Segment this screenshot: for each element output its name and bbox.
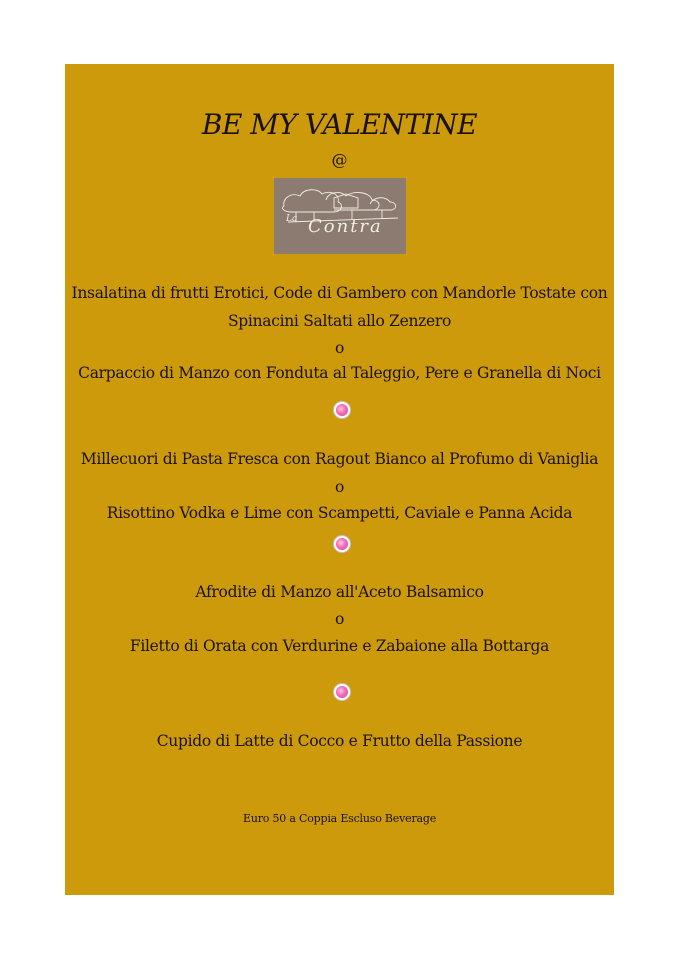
- logo-small-text: La: [286, 214, 298, 224]
- dessert: Cupido di Latte di Cocco e Frutto della Passione: [156, 732, 523, 750]
- price-note: Euro 50 a Coppia Escluso Beverage: [242, 812, 437, 825]
- menu-page: [65, 64, 614, 895]
- heart-gem-divider-icon: [336, 538, 348, 550]
- restaurant-logo: [274, 178, 406, 254]
- course-2-option-a: Millecuori di Pasta Fresca con Ragout Bianco al Profumo di Vaniglia: [80, 450, 599, 468]
- course-1-option-a-line-2: Spinacini Saltati allo Zenzero: [227, 312, 452, 330]
- course-3-option-b: Filetto di Orata con Verdurine e Zabaione alla Bottarga: [129, 637, 550, 655]
- course-1-or: o: [334, 339, 345, 357]
- course-2-or: o: [334, 478, 345, 496]
- course-3-option-a: Afrodite di Manzo all'Aceto Balsamico: [195, 583, 484, 601]
- logo-name: Contra: [308, 216, 383, 237]
- course-1-option-a-line-1: Insalatina di frutti Erotici, Code di Gambero con Mandorle Tostate con: [71, 284, 608, 302]
- menu-title: BE MY VALENTINE: [201, 108, 478, 141]
- course-2-option-b: Risottino Vodka e Lime con Scampetti, Caviale e Panna Acida: [106, 504, 573, 522]
- course-1-option-b: Carpaccio di Manzo con Fonduta al Taleggio, Pere e Granella di Noci: [78, 364, 601, 382]
- heart-gem-divider-icon: [336, 404, 348, 416]
- heart-gem-divider-icon: [336, 686, 348, 698]
- course-3-or: o: [334, 610, 345, 628]
- at-sign: @: [331, 150, 348, 169]
